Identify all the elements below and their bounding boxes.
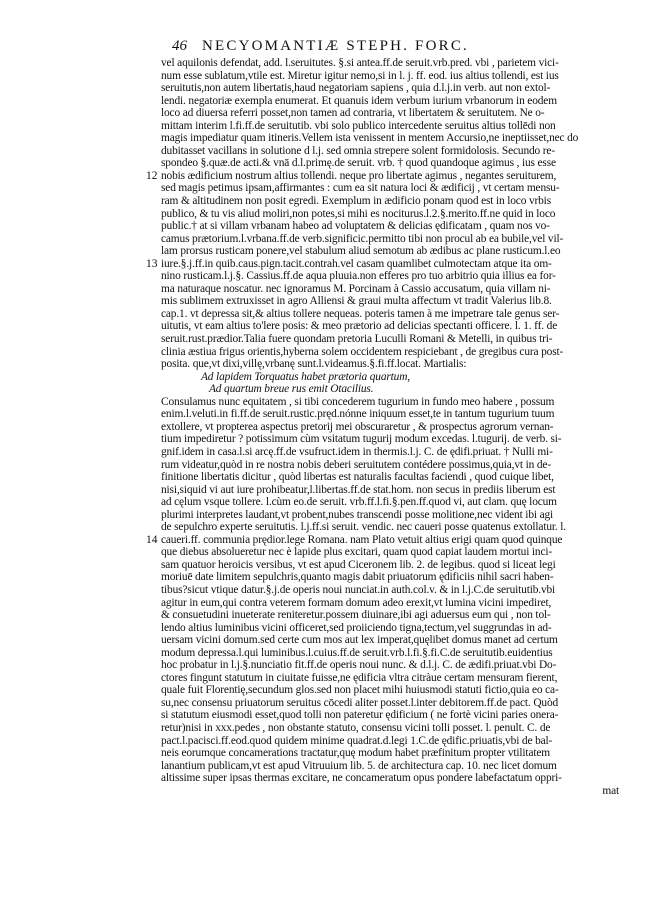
- text-line: que diebus absolueretur nec è lapide plus excitari, quam quod capiat laudem mortui inci-: [161, 546, 553, 559]
- marginal-number: 12: [146, 169, 158, 182]
- text-line: agitur in eum,qui contra veterem formam domum adeo erexit,vt lumina vicini impediret,: [161, 596, 552, 609]
- text-line: seruitutis,non autem libertatis,haud negatoriam sapiens , quia d.l.j.in verb. aut non extol-: [161, 82, 551, 95]
- marginal-number: 13: [146, 257, 158, 270]
- page-header: [172, 38, 652, 56]
- text-line: nobis ædificium nostrum altius tollendi. neque pro libertate agimus , negantes seruiturem,: [161, 169, 557, 182]
- text-line: mis sublimem extruxisset in agro Alliensi & graui multa affectum vt tradit Valerius lib.8.: [161, 295, 552, 308]
- text-line: gnif.idem in casa.l.si arcę.ff.de vsufruct.idem in thermis.l.j. C. de ędifi.priuat. † Nulli mi-: [161, 445, 553, 458]
- text-line: tibus?sicut vtique datur.§.j.de operis noui nunciat.in auth.col.v. & in l.j.C.de seruitutib.vbi: [161, 583, 556, 596]
- marginal-number: 14: [146, 533, 158, 546]
- text-line: su,nec consensu priuatorum seruitus cōcedi aliter posset.l.inter debitorem.ff.de pact. Quòd: [161, 696, 559, 709]
- text-line: public.† at si villam vrbanam habeo ad voluptatem & delicias ędificatam , quam nos vo-: [161, 220, 550, 233]
- text-line: enim.l.veluti.in fi.ff.de seruit.rustic.pręd.nónne iniquum esset,te in tantum tugurium tuum: [161, 408, 555, 421]
- text-line: ad cęlum vsque tollere. l.cùm eo.de seruit. vrb.ff.l.fi.§.pen.ff.quod vi, aut clam. quę locum: [161, 496, 557, 509]
- text-line: vel aquilonis defendat, add. l.seruitutes. §.si antea.ff.de seruit.vrb.pred. vbi , parietem vici-: [161, 57, 559, 69]
- text-line: Ad lapidem Torquatus habet prætoria quartum,: [201, 370, 410, 383]
- body-text: [161, 57, 619, 797]
- text-line: sed magis petimus ipsam,affirmantes : cum ea sit natura loci & ædificij , vt certam mensu-: [161, 182, 560, 195]
- text-line: uitutis, vt eam altius to'lere posis: & meo prætorio ad delicias spectanti officere. l. 1. ff. de: [161, 320, 558, 333]
- text-line: caueri.ff. communia prędior.lege Romana. nam Plato vetuit altius erigi quam quod quinque: [161, 533, 563, 546]
- text-line: cap.1. vt depressa sit,& altius tollere nequeas. poteris tamen à me impetrare tale genus ser-: [161, 307, 560, 320]
- text-line: mittam interim l.fi.ff.de seruitutib. vbi solo publico intercedente seruitus altius tollēdi non: [161, 119, 556, 132]
- text-line: hoc probatur in l.j.§.nunciatio fit.ff.de operis noui nunc. & d.l.j. C. de ædifi.priuat.vbi Do-: [161, 659, 557, 672]
- text-line: clinia æstiua frigus orientis,hyberna solem occidentem respiciebant , de gregibus cura post-: [161, 345, 564, 358]
- text-line: ram & altitudinem non posit egredi. Exemplum in ædificio ponam quod est in loco vrbis: [161, 195, 551, 208]
- text-line: seruit.rust.prædior.Talia fuere quondam pretoria Luculli Romani & Metelli, in quibus tri-: [161, 333, 553, 346]
- text-line: mat: [602, 784, 619, 797]
- text-line: spondeo §.quæ.de acti.& vnā d.l.primę.de seruit. vrb. † quod quandoque agimus , ius esse: [161, 157, 556, 170]
- text-line: modum depressa.l.qui luminibus.l.cuius.ff.de seruit.vrb.l.fi.§.fi.C.de seruitutib.euidentius: [161, 646, 553, 659]
- page-number: 46: [172, 38, 187, 54]
- text-line: plurimi interpretes laudant,vt probent,nubes transcendi posse molitione,nec vident ibi agi: [161, 508, 554, 521]
- text-line: tium impediretur ? potissimum cùm vsitatum tugurij modum excedas. l.tugurij. de verb. si-: [161, 433, 562, 446]
- text-line: & consuetudini inueterate reniteretur.possem diuinare,ibi agi aduersus eum qui , non tol-: [161, 609, 551, 622]
- text-line: moriuē date limitem sepulchris,quanto magis dabit priuatorum ędificiis nihil sacri haben-: [161, 571, 554, 584]
- text-line: sam quatuor heroicis versibus, vt est apud Ciceronem lib. 2. de legibus. quod si liceat legi: [161, 558, 556, 571]
- text-line: Consulamus nunc equitatem , si tibi concederem tugurium in fundo meo habere , possum: [161, 395, 555, 408]
- text-line: ma naturaque noscatur. nec ignoramus M. Porcinam à Cassio accusatum, quia villam ni-: [161, 282, 551, 295]
- text-line: si statutum eiusmodi esset,quod tolli non pateretur ędificium ( ne fortè vicini paries onera-: [161, 709, 559, 722]
- text-line: lendo altius luminibus vicini officeret,sed proiiciendo tigna,tectum,vel suggrundas in ad-: [161, 621, 552, 634]
- text-line: extollere, vt propterea aspectus pretorij mei obscuraretur , & prospectus agrorum vernan-: [161, 420, 554, 433]
- text-line: nino rusticam.l.j.§. Cassius.ff.de aqua pluuia.non efferes pro tuo arbitrio quia illius ea for-: [161, 270, 556, 283]
- text-line: posita. que,vt dixi,villę,vrbanę sunt.l.videamus.§.fi.ff.locat. Martialis:: [161, 358, 467, 371]
- running-title: NECYOMANTIÆ STEPH. FORC.: [202, 38, 469, 54]
- text-line: lendi. negatoriæ exempla enumerat. Et quanuis idem verbum iurium vrbanorum in eodem: [161, 94, 557, 107]
- text-line: iure.§.j.ff.in quib.caus.pign.tacit.contrah.vel casam quamlibet culmotectam atque ita om-: [161, 257, 552, 270]
- text-line: lam prorsus rusticam ponere,vel stabulum aliud semotum ab ædibus ac plane rusticum.l.eo: [161, 245, 561, 258]
- text-line: neis eorumque concamerations tractatur,quę modum habet præfinitum propter vtilitatem: [161, 747, 550, 760]
- text-line: quale fuit Florentię,secundum glos.sed non placet mihi huiusmodi statuti fictio,quia eo ca-: [161, 684, 559, 697]
- text-line: publico, & tu vis aliud moliri,non potes,si mihi es nociturus.l.2.§.merito.ff.ne quid in loco: [161, 207, 556, 220]
- text-line: rum videatur,quòd in re nostra nobis deberi seruitutem contédere possimus,quia,vt in de-: [161, 458, 551, 471]
- text-line: uersam vicini domum.sed certe cum mos aut lex imperat,quęlibet domus manet ad certum: [161, 634, 558, 647]
- text-line: pact.l.pacisci.ff.eod.quod quidem minime quadrat.d.legi 1.C.de ędific.priuatis,vbi de bal-: [161, 734, 553, 747]
- text-line: magis impediatur quam itineris.Vellem ista venissent in mentem Accursio,ne ineptiisset,nec do: [161, 132, 579, 145]
- text-line: de sepulchro experte seruitutis. l.j.ff.si seruit. vendic. nec caueri posse quatenus extollatur. l.: [161, 521, 567, 534]
- text-line: num esse sublatum,vtile est. Miretur igitur nemo,si in l. j. ff. eod. ius altius tollendi, est ius: [161, 69, 559, 82]
- text-line: ctores fingunt statutum in ciuitate fuisse,ne ędificia vltra citràue certam mensuram fierent,: [161, 671, 558, 684]
- text-line: dubitasset vacillans in solutione d l.j. sed omnia strepere solent formidolosis. Secundo re-: [161, 144, 555, 157]
- text-line: lanantium publicam,vt est apud Vitruuium lib. 5. de architectura cap. 10. nec licet domum: [161, 759, 557, 772]
- text-line: altissime super ipsas thermas excitare, ne concameratum opus pondere labefactatum oppri-: [161, 772, 562, 785]
- text-line: finitione libertatis dicitur , quòd libertas est naturalis facultas faciendi , quod cuique libet,: [161, 471, 554, 484]
- text-line: loco ad diuersa referri posset,non tamen ad contraria, vt libertatem & seruitutem. Ne o-: [161, 107, 545, 120]
- text-line: Ad quartum breue rus emit Otacilius.: [209, 383, 374, 396]
- text-line: retur)nisi in xxx.pedes , non obstante statuto, consensu vicini tolli posset. l. penult. C. de: [161, 721, 551, 734]
- text-line: nisi,siquid vi aut iure prohibeatur,l.libertas.ff.de stat.hom. non secus in prediis liberum est: [161, 483, 556, 496]
- text-line: camus prætorium.l.vrbana.ff.de verb.significic.permitto tibi non procul ab ea bubile,vel vil-: [161, 232, 564, 245]
